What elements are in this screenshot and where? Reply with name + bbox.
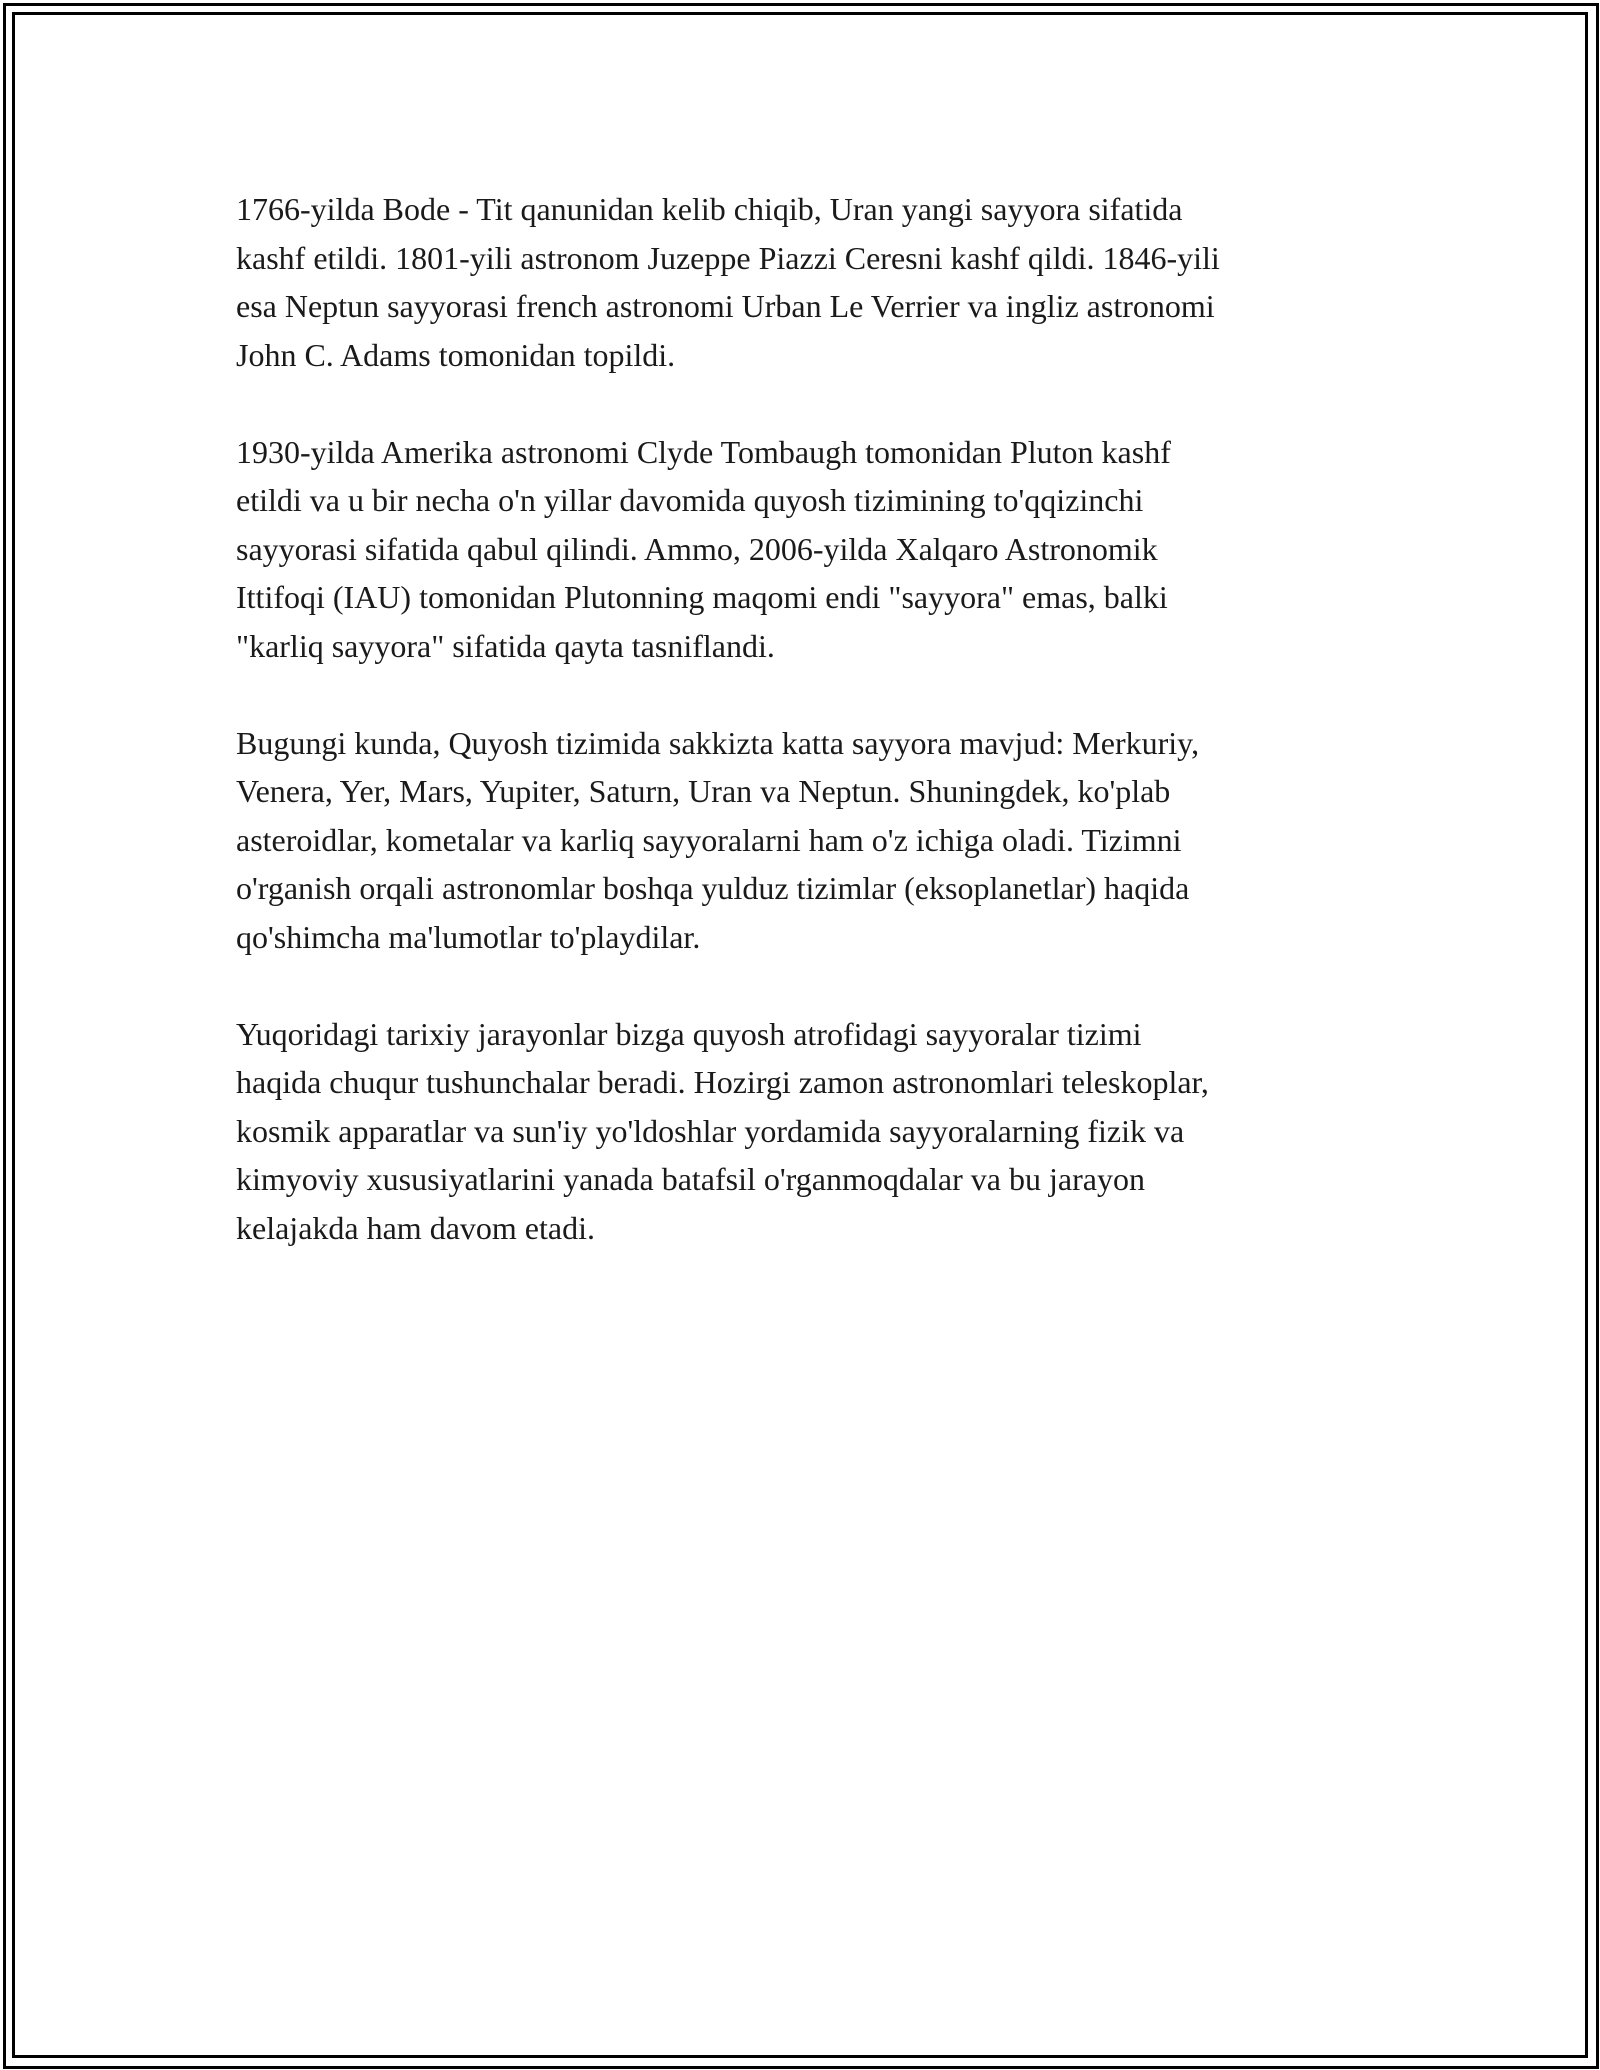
text-line: esa Neptun sayyorasi french astronomi Urban Le Verrier va ingliz astronomi	[236, 288, 1215, 324]
text-line: kimyoviy xususiyatlarini yanada batafsil o'rganmoqdalar va bu jarayon	[236, 1161, 1145, 1197]
text-line: Bugungi kunda, Quyosh tizimida sakkizta katta sayyora mavjud: Merkuriy,	[236, 724, 1200, 761]
document-body	[236, 185, 1376, 1301]
text-line: 1766-yilda Bode - Tit qanunidan kelib chiqib, Uran yangi sayyora sifatida	[236, 191, 1183, 227]
text-line: kashf etildi. 1801-yili astronom Juzeppe Piazzi Ceresni kashf qildi. 1846-yili	[236, 239, 1220, 276]
text-line: o'rganish orqali astronomlar boshqa yulduz tizimlar (eksoplanetlar) haqida	[236, 870, 1190, 906]
text-line: asteroidlar, kometalar va karliq sayyoralarni ham o'z ichiga oladi. Tizimni	[236, 821, 1182, 858]
text-line: etildi va u bir necha o'n yillar davomida quyosh tizimining to'qqizinchi	[236, 482, 1144, 518]
text-line: "karliq sayyora" sifatida qayta tasniflandi.	[236, 627, 775, 664]
paragraph-3	[236, 719, 1376, 962]
text-line: haqida chuqur tushunchalar beradi. Hozirgi zamon astronomlari teleskoplar,	[236, 1064, 1209, 1100]
text-line: kelajakda ham davom etadi.	[236, 1209, 595, 1246]
text-line: 1930-yilda Amerika astronomi Clyde Tombaugh tomonidan Pluton kashf	[236, 433, 1171, 470]
paragraph-1	[236, 185, 1376, 379]
text-line: John C. Adams tomonidan topildi.	[236, 336, 676, 373]
text-line: Venera, Yer, Mars, Yupiter, Saturn, Uran va Neptun. Shuningdek, ko'plab	[236, 773, 1171, 809]
text-line: sayyorasi sifatida qabul qilindi. Ammo, 2006-yilda Xalqaro Astronomik	[236, 530, 1158, 567]
text-line: Ittifoqi (IAU) tomonidan Plutonning maqomi endi "sayyora" emas, balki	[236, 579, 1168, 615]
paragraph-2	[236, 428, 1376, 671]
text-line: kosmik apparatlar va sun'iy yo'ldoshlar yordamida sayyoralarning fizik va	[236, 1112, 1185, 1149]
text-line: qo'shimcha ma'lumotlar to'playdilar.	[236, 918, 701, 955]
paragraph-4	[236, 1010, 1376, 1253]
text-line: Yuqoridagi tarixiy jarayonlar bizga quyosh atrofidagi sayyoralar tizimi	[236, 1015, 1142, 1052]
